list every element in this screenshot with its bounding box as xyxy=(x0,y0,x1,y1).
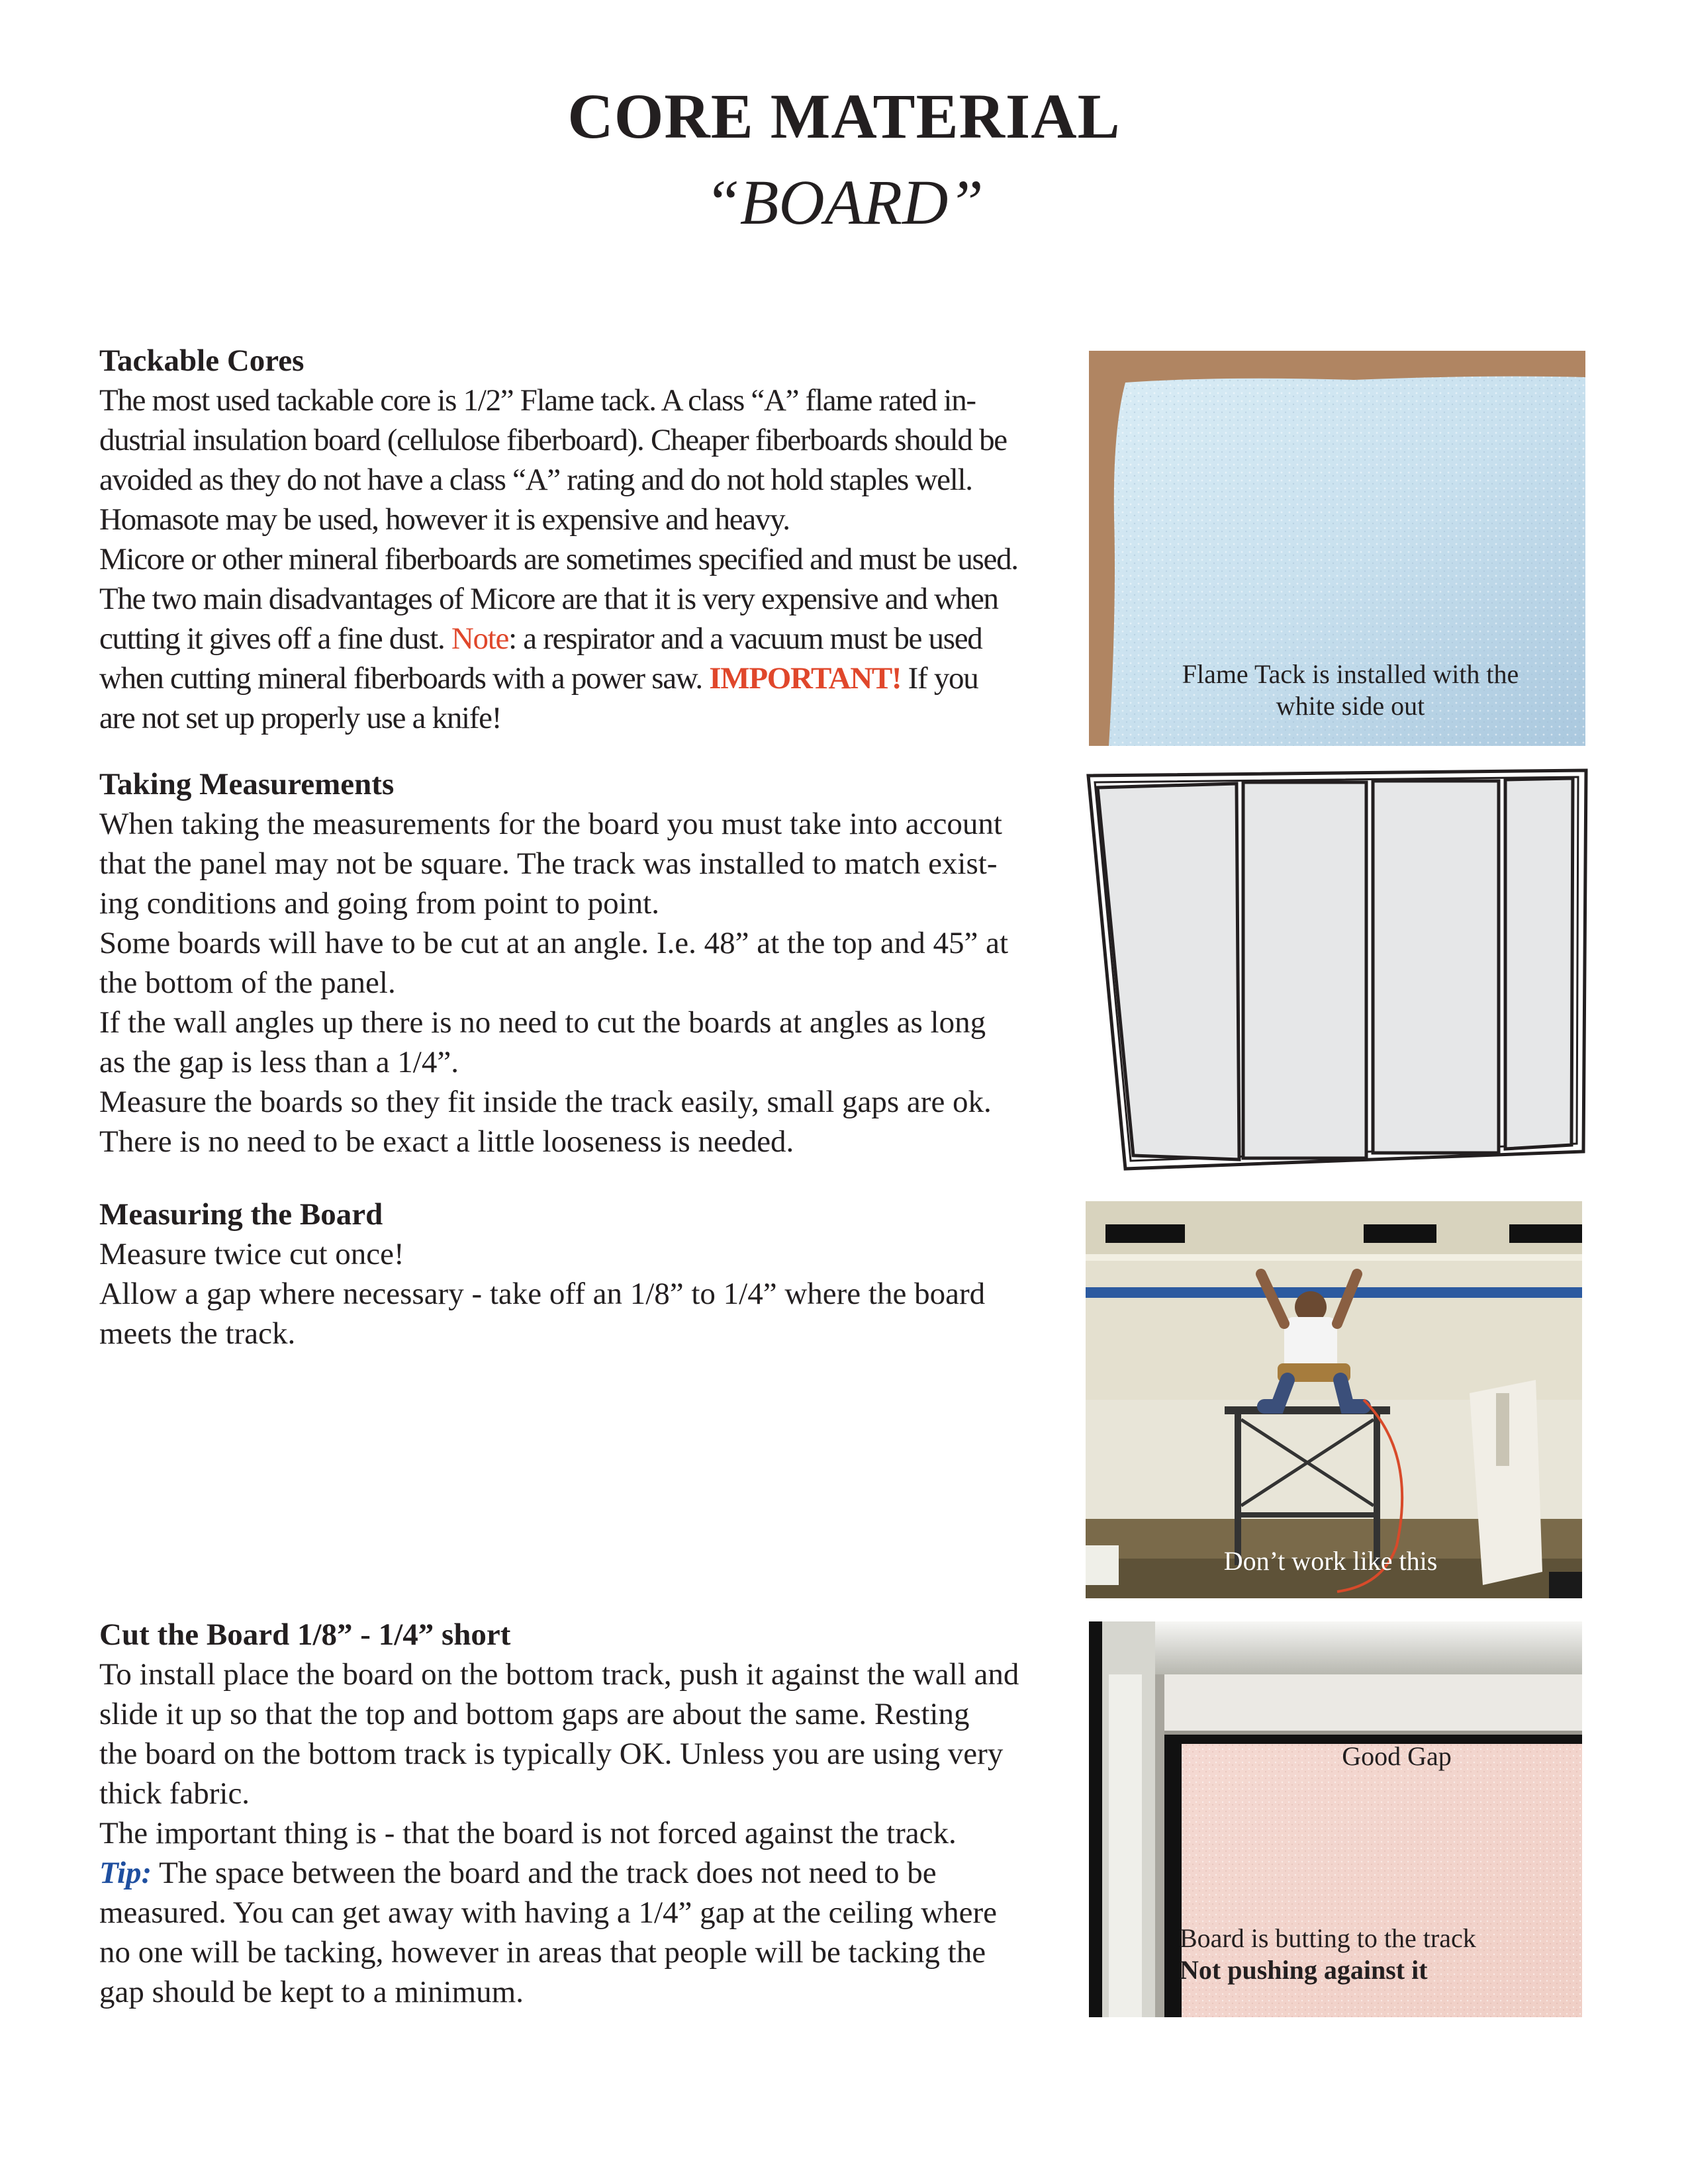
line-text: when cutting mineral fiberboards with a power saw. xyxy=(99,661,710,696)
paragraph-line xyxy=(99,659,1086,698)
section-heading: Tackable Cores xyxy=(99,343,305,378)
paragraph-line: Some boards will have to be cut at an angle. I.e. 48” at the top and 45” at xyxy=(99,926,1009,960)
note-label: Note xyxy=(451,621,509,656)
paragraph-line: The most used tackable core is 1/2” Flame tack. A class “A” flame rated in- xyxy=(99,383,976,418)
important-label: IMPORTANT! xyxy=(709,661,902,696)
paragraph-line: Homasote may be used, however it is expensive and heavy. xyxy=(99,502,790,537)
section-cut-board xyxy=(99,1615,1086,2012)
caption-line: white side out xyxy=(1276,691,1425,721)
paragraph-line: Allow a gap where necessary - take off an 1/8” to 1/4” where the board xyxy=(99,1277,986,1311)
paragraph-line: meets the track. xyxy=(99,1316,296,1351)
paragraph-line: dustrial insulation board (cellulose fiberboard). Cheaper fiberboards should be xyxy=(99,423,1007,457)
paragraph-line: When taking the measurements for the board you must take into account xyxy=(99,807,1002,841)
paragraph-line: that the panel may not be square. The track was installed to match exist- xyxy=(99,846,998,881)
paragraph-line: slide it up so that the top and bottom gaps are about the same. Resting xyxy=(99,1697,970,1731)
gap-photo-caption xyxy=(1180,1923,1550,1986)
line-text: The space between the board and the track does not need to be xyxy=(152,1856,937,1890)
paragraph-line: gap should be kept to a minimum. xyxy=(99,1975,524,2009)
section-measuring-board xyxy=(99,1195,1086,1353)
line-text: If you xyxy=(901,661,978,696)
paragraph-line: To install place the board on the bottom track, push it against the wall and xyxy=(99,1657,1019,1692)
paragraph-line xyxy=(99,619,1086,659)
section-heading: Cut the Board 1/8” - 1/4” short xyxy=(99,1617,511,1652)
tip-label: Tip: xyxy=(99,1856,152,1890)
line-text: cutting it gives off a fine dust. xyxy=(99,621,451,656)
section-taking-measurements xyxy=(99,764,1086,1161)
paragraph-line: ing conditions and going from point to point. xyxy=(99,886,659,921)
section-heading: Taking Measurements xyxy=(99,767,395,801)
page-subtitle: “BOARD” xyxy=(704,167,984,238)
paragraph-line: If the wall angles up there is no need to cut the boards at angles as long xyxy=(99,1005,986,1040)
worker-photo-caption: Don’t work like this xyxy=(1223,1546,1438,1576)
paragraph-line: avoided as they do not have a class “A” rating and do not hold staples well. xyxy=(99,463,972,497)
caption-line: Board is butting to the track xyxy=(1180,1923,1476,1953)
panel-diagram xyxy=(1086,768,1589,1171)
caption-line: Flame Tack is installed with the xyxy=(1182,659,1519,689)
paragraph-line: There is no need to be exact a little looseness is needed. xyxy=(99,1124,794,1159)
section-tackable-cores xyxy=(99,341,1086,738)
paragraph-line: measured. You can get away with having a 1/4” gap at the ceiling where xyxy=(99,1895,998,1930)
paragraph-line: thick fabric. xyxy=(99,1776,250,1811)
paragraph-line xyxy=(99,1853,1086,1893)
paragraph-line: Micore or other mineral fiberboards are sometimes specified and must be used. xyxy=(99,542,1018,576)
worker-photo xyxy=(1086,1201,1582,1598)
paragraph-line: The two main disadvantages of Micore are that it is very expensive and when xyxy=(99,582,998,616)
paragraph-line: Measure twice cut once! xyxy=(99,1237,404,1271)
line-text: : a respirator and a vacuum must be used xyxy=(508,621,982,656)
paragraph-line: the bottom of the panel. xyxy=(99,966,396,1000)
paragraph-line: as the gap is less than a 1/4”. xyxy=(99,1045,459,1079)
paragraph-line: the board on the bottom track is typically OK. Unless you are using very xyxy=(99,1737,1004,1771)
flame-tack-caption xyxy=(1145,659,1556,722)
paragraph-line: are not set up properly use a knife! xyxy=(99,701,502,735)
paragraph-line: The important thing is - that the board is not forced against the track. xyxy=(99,1816,957,1850)
page-title: CORE MATERIAL xyxy=(567,81,1121,152)
good-gap-label: Good Gap xyxy=(1342,1741,1452,1771)
paragraph-line: Measure the boards so they fit inside the track easily, small gaps are ok. xyxy=(99,1085,992,1119)
section-heading: Measuring the Board xyxy=(99,1197,383,1232)
caption-line: Not pushing against it xyxy=(1180,1955,1428,1985)
paragraph-line: no one will be tacking, however in areas that people will be tacking the xyxy=(99,1935,986,1970)
